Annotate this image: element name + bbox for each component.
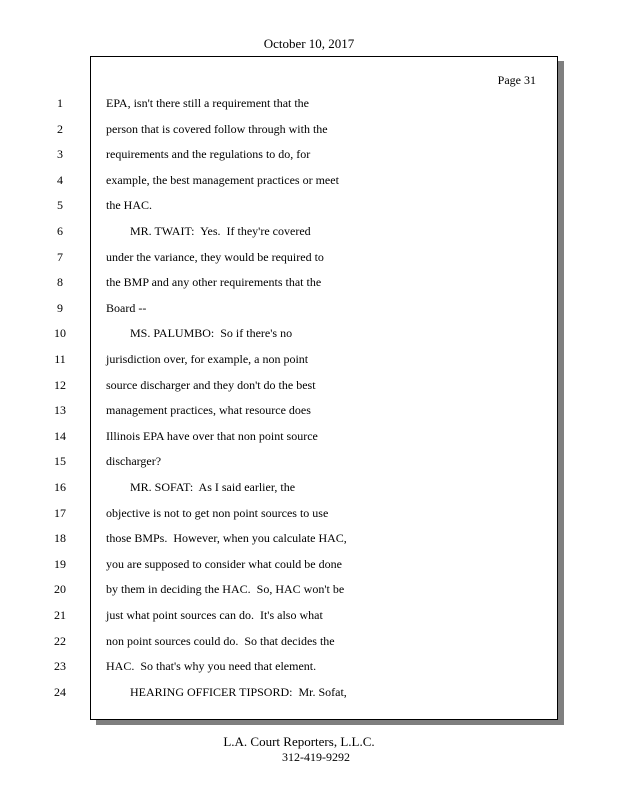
transcript-line: MR. TWAIT: Yes. If they're covered [106, 224, 311, 238]
line-number: 10 [54, 326, 66, 340]
line-number: 1 [57, 96, 63, 110]
transcript-line: you are supposed to consider what could be done [106, 557, 342, 571]
transcript-line: by them in deciding the HAC. So, HAC won't be [106, 582, 345, 596]
line-number: 22 [54, 634, 66, 648]
transcript-line: jurisdiction over, for example, a non point [106, 352, 309, 366]
line-number: 14 [54, 429, 66, 443]
transcript-line: discharger? [106, 454, 162, 468]
transcript-line: non point sources could do. So that decides the [106, 634, 335, 648]
transcript-line: requirements and the regulations to do, for [106, 147, 311, 161]
transcript-line: those BMPs. However, when you calculate HAC, [106, 531, 347, 545]
transcript-line: HEARING OFFICER TIPSORD: Mr. Sofat, [106, 685, 347, 699]
line-number: 16 [54, 480, 66, 494]
transcript-line: MR. SOFAT: As I said earlier, the [106, 480, 296, 494]
line-number: 17 [54, 506, 66, 520]
page-number: Page 31 [497, 73, 536, 87]
transcript-line: under the variance, they would be required to [106, 250, 324, 264]
transcript-line: objective is not to get non point sources to use [106, 506, 329, 520]
transcript-line: person that is covered follow through with the [106, 122, 328, 136]
line-number: 13 [54, 403, 66, 417]
line-number: 21 [54, 608, 66, 622]
line-number: 8 [57, 275, 63, 289]
line-number: 19 [54, 557, 66, 571]
transcript-line: management practices, what resource does [106, 403, 311, 417]
footer-company: L.A. Court Reporters, L.L.C. [223, 734, 375, 749]
line-number: 23 [54, 659, 66, 673]
line-number: 5 [57, 198, 63, 212]
transcript-line: the HAC. [106, 198, 152, 212]
line-number: 4 [57, 173, 63, 187]
transcript-line: Board -- [106, 301, 147, 315]
line-number: 7 [57, 250, 63, 264]
line-number: 12 [54, 378, 66, 392]
footer-phone: 312-419-9292 [282, 750, 350, 764]
transcript-line: EPA, isn't there still a requirement that the [106, 96, 310, 110]
transcript-line: just what point sources can do. It's also what [106, 608, 323, 622]
line-number: 20 [54, 582, 66, 596]
transcript-line: the BMP and any other requirements that the [106, 275, 322, 289]
transcript-line: Illinois EPA have over that non point source [106, 429, 318, 443]
line-number: 24 [54, 685, 66, 699]
line-number: 15 [54, 454, 66, 468]
line-number: 3 [57, 147, 63, 161]
transcript-line: MS. PALUMBO: So if there's no [106, 326, 293, 340]
transcript-line: source discharger and they don't do the best [106, 378, 316, 392]
transcript-line: example, the best management practices or meet [106, 173, 339, 187]
transcript-line: HAC. So that's why you need that element. [106, 659, 317, 673]
line-number: 18 [54, 531, 66, 545]
header-date: October 10, 2017 [263, 36, 355, 51]
line-number: 9 [57, 301, 63, 315]
line-number: 11 [54, 352, 66, 366]
line-number: 2 [57, 122, 63, 136]
line-number: 6 [57, 224, 63, 238]
